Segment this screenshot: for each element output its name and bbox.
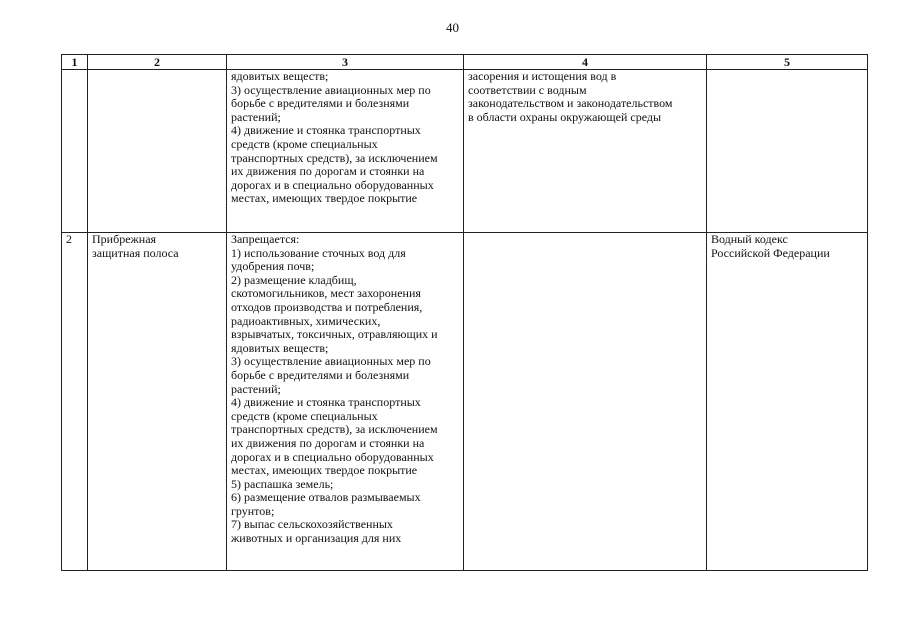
cell-text-line: 3) осуществление авиационных мер по <box>231 354 431 369</box>
cell-text-line: местах, имеющих твердое покрытие <box>231 463 418 478</box>
restrictions-cell <box>227 233 464 571</box>
cell-text-line: грунтов; <box>231 503 275 518</box>
row-number-cell: 2 <box>62 233 88 571</box>
cell-text-line: дорогах и в специально оборудованных <box>231 449 434 464</box>
cell-text-line: 5) распашка земель; <box>231 476 334 491</box>
cell-text-line: транспортных средств), за исключением <box>231 150 438 165</box>
table-header-row <box>62 55 868 70</box>
cell-text-line: борьбе с вредителями и болезнями <box>231 367 410 382</box>
cell-text-line: Российской Федерации <box>711 245 830 260</box>
cell-text-line: Запрещается: <box>231 232 300 246</box>
cell-text-line: транспортных средств), за исключением <box>231 422 438 437</box>
cell-text-line: Водный кодекс <box>711 232 788 246</box>
column-header-restrictions: 3 <box>227 55 464 70</box>
page-number: 40 <box>446 20 459 35</box>
cell-text-line: средств (кроме специальных <box>231 136 378 151</box>
cell-text-line: их движения по дорогам и стоянки на <box>231 164 425 179</box>
column-header-goals: 4 <box>464 55 707 70</box>
cell-text-line: скотомогильников, мест захоронения <box>231 286 421 301</box>
cell-text-line: ядовитых веществ; <box>231 340 329 355</box>
cell-text-line: 7) выпас сельскохозяйственных <box>231 517 393 532</box>
cell-text-line: засорения и истощения вод в <box>468 69 617 83</box>
goals-cell <box>464 70 707 233</box>
cell-text-line: 3) осуществление авиационных мер по <box>231 82 431 97</box>
cell-text-line: 2) размещение кладбищ, <box>231 272 357 287</box>
zone-name-cell <box>88 233 227 571</box>
cell-text-line: борьбе с вредителями и болезнями <box>231 96 410 111</box>
cell-text-line: в области охраны окружающей среды <box>468 109 662 124</box>
column-header-zone-name: 2 <box>88 55 227 70</box>
legal-basis-cell <box>707 70 868 233</box>
table-row <box>62 233 868 571</box>
cell-text-line: Прибрежная <box>92 232 157 246</box>
column-header-number: 1 <box>62 55 88 70</box>
cell-text-line: средств (кроме специальных <box>231 408 378 423</box>
cell-text-line: отходов производства и потребления, <box>231 299 423 314</box>
cell-text-line: радиоактивных, химических, <box>231 313 381 328</box>
cell-text-line: дорогах и в специально оборудованных <box>231 177 434 192</box>
row-number-cell <box>62 70 88 233</box>
cell-text-line: растений; <box>231 381 281 396</box>
cell-text-line: защитная полоса <box>92 245 179 260</box>
column-header-legal-basis: 5 <box>707 55 868 70</box>
cell-text-line: растений; <box>231 109 281 124</box>
zone-name-cell <box>88 70 227 233</box>
table-row <box>62 70 868 233</box>
cell-text-line: 6) размещение отвалов размываемых <box>231 490 421 505</box>
cell-text-line: взрывчатых, токсичных, отравляющих и <box>231 327 438 342</box>
cell-text-line: 4) движение и стоянка транспортных <box>231 123 421 138</box>
cell-text-line: 4) движение и стоянка транспортных <box>231 395 421 410</box>
cell-text-line: 1) использование сточных вод для <box>231 245 406 260</box>
cell-text-line: местах, имеющих твердое покрытие <box>231 191 418 206</box>
cell-text-line: их движения по дорогам и стоянки на <box>231 435 425 450</box>
cell-text-line: законодательством и законодательством <box>468 96 673 111</box>
legal-basis-cell <box>707 233 868 571</box>
cell-text-line: ядовитых веществ; <box>231 69 329 83</box>
cell-text-line: удобрения почв; <box>231 259 315 274</box>
restrictions-cell <box>227 70 464 233</box>
goals-cell <box>464 233 707 571</box>
cell-text-line: животных и организация для них <box>231 531 402 546</box>
cell-text-line: соответствии с водным <box>468 82 587 97</box>
zones-table <box>61 54 868 571</box>
